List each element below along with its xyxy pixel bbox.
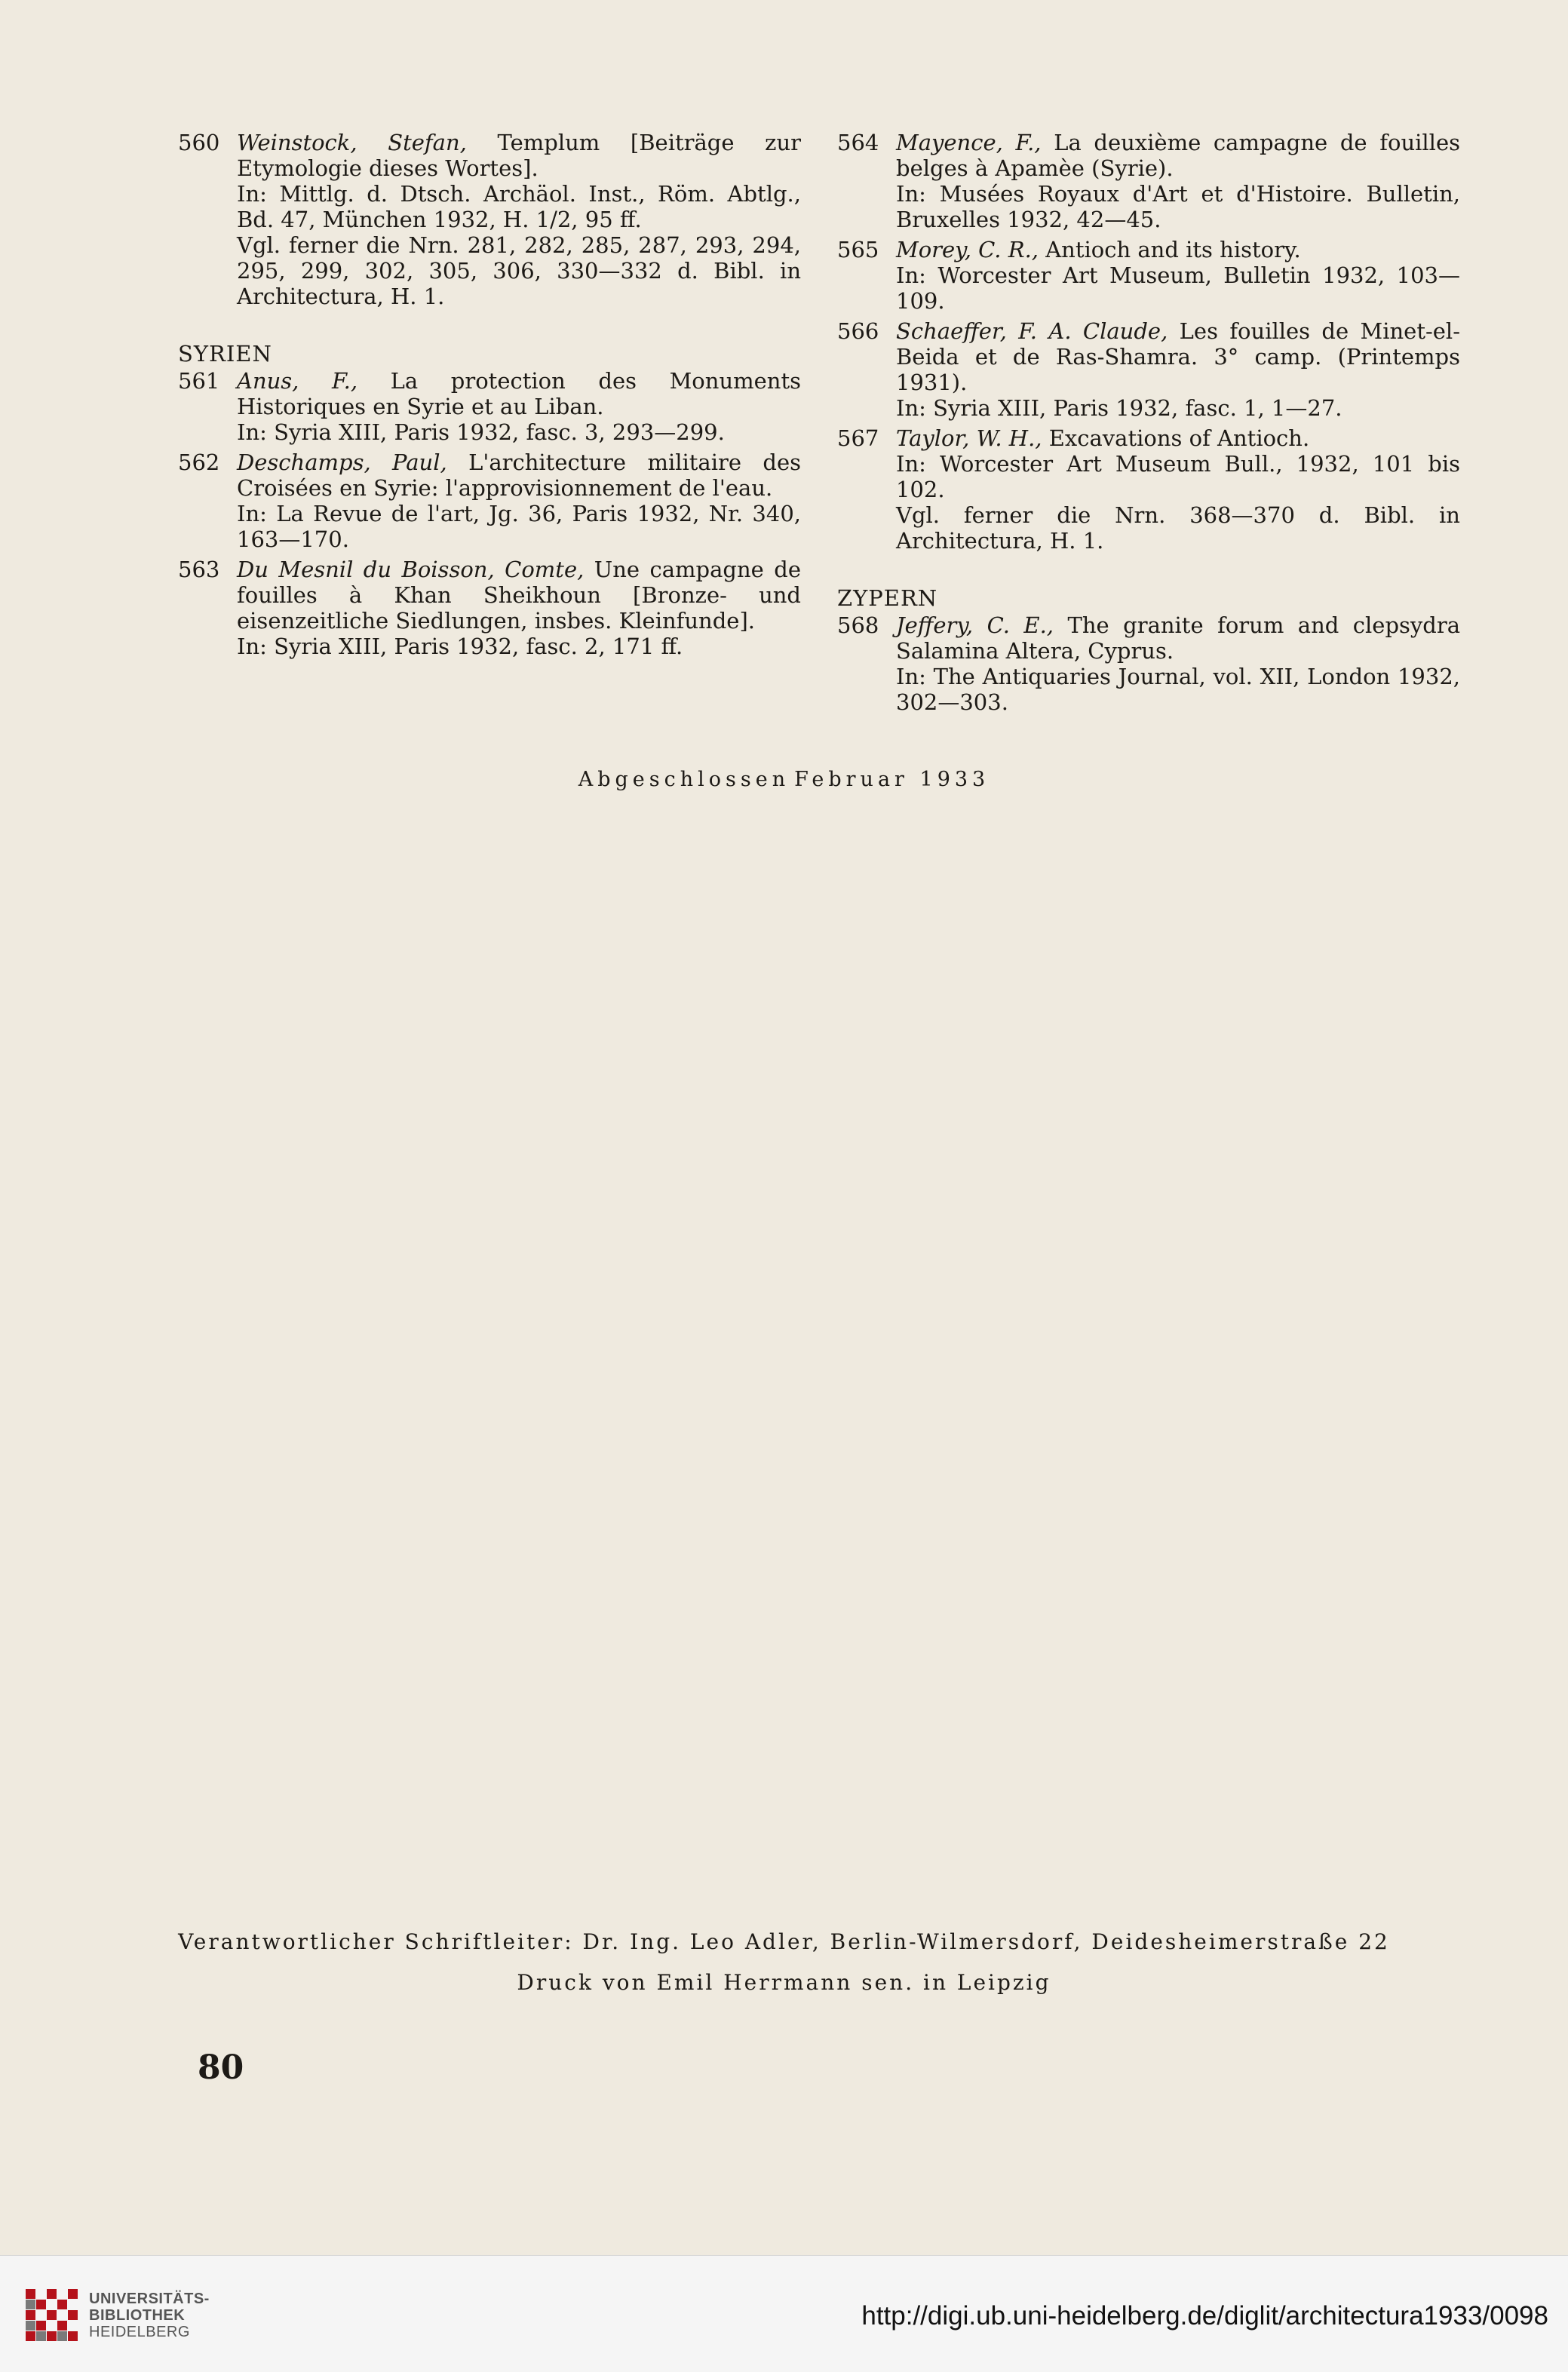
entry-title: The granite forum and clepsydra Salamina Altera, Cyprus. (896, 612, 1461, 664)
bibliography-entry-564 (837, 130, 1460, 232)
entry-title: L'architecture militaire des Croisées en Syrie: l'approvisionnement de l'eau. (237, 450, 801, 501)
entry-source: In: Musées Royaux d'Art et d'Histoire. Bulletin, Bruxelles 1932, 42—45. (896, 181, 1460, 232)
entry-number: 564 (837, 130, 879, 155)
bibliography-entry-565 (837, 237, 1460, 314)
entry-author: Morey, C. R., (896, 237, 1039, 262)
entry-number: 565 (837, 237, 879, 262)
entry-author: Jeffery, C. E., (896, 612, 1054, 638)
closing-date: Februar 1933 (794, 768, 990, 791)
entry-note: Vgl. ferner die Nrn. 281, 282, 285, 287, 293, 294, 295, 299, 302, 305, 306, 330—332 d. Bibl. in Architectura, H. 1. (237, 232, 801, 309)
library-logo-text (89, 2291, 210, 2340)
entry-author: Mayence, F., (896, 130, 1042, 155)
section-heading-syrien: SYRIEN (178, 341, 272, 367)
logo-cell (57, 2331, 67, 2341)
logo-cell (26, 2289, 35, 2299)
bibliography-entry-562 (178, 450, 801, 552)
entry-author: Taylor, W. H., (896, 425, 1042, 451)
library-logo-icon (26, 2289, 78, 2342)
entry-source: In: Worcester Art Museum Bull., 1932, 101 bis 102. (896, 451, 1460, 502)
bibliography-entry-567 (837, 425, 1460, 554)
bibliography-entry-561 (178, 368, 801, 445)
entry-number: 560 (178, 130, 220, 155)
entry-title: Les fouilles de Minet-el-Beida et de Ras-Shamra. 3° camp. (Printemps 1931). (896, 318, 1461, 395)
entry-source: In: La Revue de l'art, Jg. 36, Paris 1932, Nr. 340, 163—170. (237, 501, 801, 552)
logo-cell (68, 2289, 78, 2299)
logo-cell (57, 2321, 67, 2331)
entry-title: La protection des Monuments Historiques en Syrie et au Liban. (237, 368, 801, 419)
bibliography-entry-566 (837, 318, 1460, 421)
logo-line-1: UNIVERSITÄTS- (89, 2291, 210, 2307)
left-column (178, 130, 801, 664)
imprint-printer: Druck von Emil Herrmann sen. in Leipzig (517, 1970, 1051, 1995)
entry-author: Schaeffer, F. A. Claude, (896, 318, 1168, 344)
digitization-footer (0, 2255, 1568, 2372)
bibliography-entry-563 (178, 557, 801, 659)
entry-number: 563 (178, 557, 220, 582)
logo-cell (26, 2331, 35, 2341)
entry-title: La deuxième campagne de fouilles belges à Apamèe (Syrie). (896, 130, 1460, 181)
right-column (837, 130, 1460, 720)
entry-author: Anus, F., (237, 368, 358, 394)
entry-title: Une campagne de fouilles à Khan Sheikhoun [Bronze- und eisenzeitliche Siedlungen, insbes. Kleinfunde]. (237, 557, 801, 634)
entry-source: In: Mittlg. d. Dtsch. Archäol. Inst., Röm. Abtlg., Bd. 47, München 1932, H. 1/2, 95 ff. (237, 181, 801, 232)
source-url-link[interactable]: http://digi.ub.uni-heidelberg.de/diglit/architectura1933/0098 (861, 2301, 1548, 2331)
entry-source: In: Worcester Art Museum, Bulletin 1932, 103—109. (896, 262, 1460, 314)
entry-author: Deschamps, Paul, (237, 450, 447, 475)
logo-cell (26, 2321, 35, 2331)
closing-label: Abgeschlossen (578, 768, 790, 791)
logo-cell (36, 2300, 46, 2309)
logo-line-2: BIBLIOTHEK (89, 2307, 186, 2324)
logo-line-3: HEIDELBERG (89, 2324, 190, 2340)
logo-cell (68, 2310, 78, 2320)
logo-cell (26, 2310, 35, 2320)
entry-source: In: Syria XIII, Paris 1932, fasc. 2, 171 ff. (237, 634, 683, 659)
entry-number: 561 (178, 368, 220, 394)
closing-date-line (0, 768, 1568, 791)
logo-cell (57, 2300, 67, 2309)
logo-cell (47, 2331, 57, 2341)
logo-cell (26, 2300, 35, 2309)
entry-source: In: The Antiquaries Journal, vol. XII, London 1932, 302—303. (896, 664, 1460, 715)
section-heading-zypern: ZYPERN (837, 585, 938, 611)
entry-number: 567 (837, 425, 879, 451)
page-number: 80 (198, 2048, 244, 2087)
entry-source: In: Syria XIII, Paris 1932, fasc. 3, 293—299. (237, 419, 725, 445)
entry-title: Templum [Beiträge zur Etymologie dieses Wortes]. (237, 130, 801, 181)
entry-number: 568 (837, 612, 879, 638)
bibliography-entry-568 (837, 612, 1460, 715)
entry-title: Excavations of Antioch. (1042, 425, 1310, 451)
entry-author: Weinstock, Stefan, (237, 130, 467, 155)
logo-cell (47, 2310, 57, 2320)
logo-cell (47, 2289, 57, 2299)
logo-cell (68, 2331, 78, 2341)
entry-author: Du Mesnil du Boisson, Comte, (237, 557, 585, 582)
bibliography-entry-560 (178, 130, 801, 309)
entry-number: 562 (178, 450, 220, 475)
entry-number: 566 (837, 318, 879, 344)
imprint-editor: Verantwortlicher Schriftleiter: Dr. Ing. Leo Adler, Berlin-Wilmersdorf, Deidesheimerstraße 22 (178, 1929, 1390, 1954)
entry-title: Antioch and its history. (1039, 237, 1301, 262)
logo-cell (36, 2331, 46, 2341)
logo-cell (36, 2321, 46, 2331)
entry-note: Vgl. ferner die Nrn. 368—370 d. Bibl. in Architectura, H. 1. (896, 502, 1460, 554)
entry-source: In: Syria XIII, Paris 1932, fasc. 1, 1—27. (896, 395, 1342, 421)
